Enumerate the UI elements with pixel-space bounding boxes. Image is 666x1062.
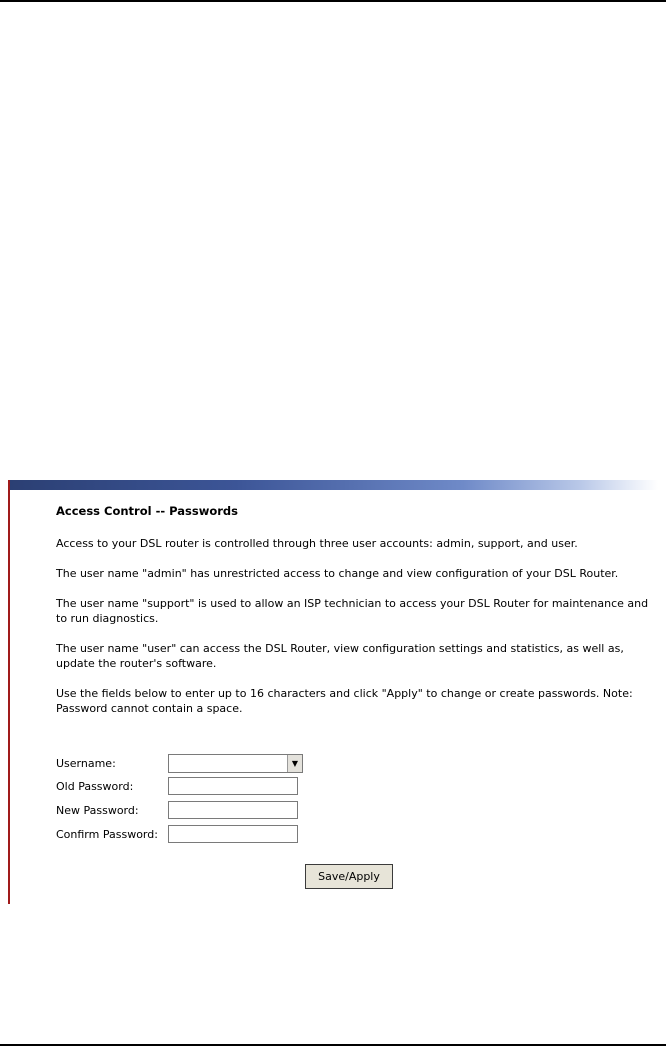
new-password-label: New Password: <box>56 804 139 817</box>
header-gradient-bar <box>8 480 658 490</box>
support-description: The user name "support" is used to allow an ISP technician to access your DSL Router for maintenance and to run diagnostics. <box>56 597 649 625</box>
page-title: Access Control -- Passwords <box>56 504 238 518</box>
username-select[interactable] <box>168 754 303 773</box>
confirm-password-field[interactable] <box>168 825 298 843</box>
router-admin-panel <box>8 480 658 904</box>
confirm-password-label: Confirm Password: <box>56 828 158 841</box>
password-form <box>56 754 356 854</box>
user-description: The user name "user" can access the DSL Router, view configuration settings and statistics, as well as, update the router's software. <box>56 642 624 670</box>
old-password-label: Old Password: <box>56 780 134 793</box>
instructions-paragraph: Use the fields below to enter up to 16 characters and click "Apply" to change or create passwords. Note: Password cannot contain a space. <box>56 687 633 715</box>
page-top-rule <box>0 0 666 2</box>
panel-content <box>56 504 656 731</box>
chevron-down-icon[interactable]: ▼ <box>287 755 302 772</box>
intro-paragraph: Access to your DSL router is controlled through three user accounts: admin, support, and user. <box>56 537 578 550</box>
username-label: Username: <box>56 757 116 770</box>
old-password-field[interactable] <box>168 777 298 795</box>
page-bottom-rule <box>0 1044 666 1046</box>
new-password-field[interactable] <box>168 801 298 819</box>
admin-description: The user name "admin" has unrestricted access to change and view configuration of your DSL Router. <box>56 567 619 580</box>
save-apply-button[interactable]: Save/Apply <box>305 864 393 889</box>
left-accent-bar <box>8 480 10 904</box>
